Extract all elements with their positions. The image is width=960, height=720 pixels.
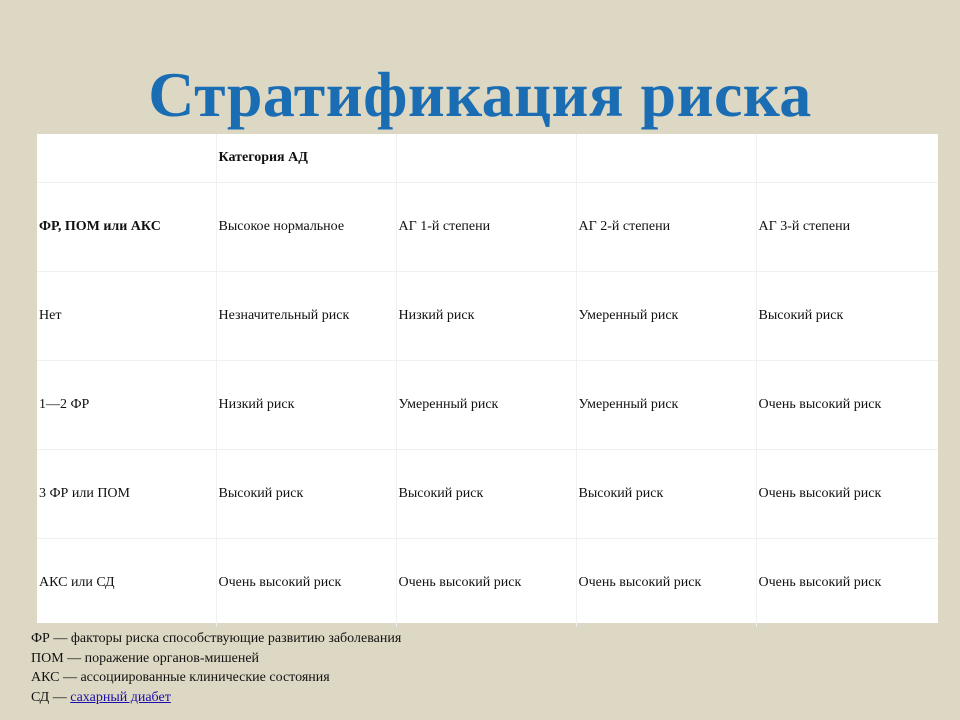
table-cell-empty <box>396 134 576 183</box>
table-cell: Очень высокий риск <box>216 539 396 628</box>
table-cell: 1—2 ФР <box>37 361 216 450</box>
abbreviation-notes <box>31 629 401 707</box>
table-cell-empty <box>576 134 756 183</box>
note-line: АКС — ассоциированные клинические состояния <box>31 670 330 685</box>
table-cell-empty <box>37 134 216 183</box>
table-cell: Очень высокий риск <box>756 361 938 450</box>
table-row <box>37 272 938 361</box>
table-cell: АКС или СД <box>37 539 216 628</box>
diabetes-link[interactable]: сахарный диабет <box>70 689 171 705</box>
table-header-row <box>37 183 938 272</box>
table-cell: Умеренный риск <box>576 361 756 450</box>
column-header: АГ 3-й степени <box>756 183 938 272</box>
risk-table <box>37 134 938 623</box>
table-cell: Высокий риск <box>216 450 396 539</box>
table-row <box>37 361 938 450</box>
table-cell: Умеренный риск <box>396 361 576 450</box>
note-line: ФР — факторы риска способствующие развитию заболевания <box>31 631 402 646</box>
page-title: Стратификация риска <box>148 59 812 130</box>
category-header: Категория АД <box>216 134 396 183</box>
table-cell: Очень высокий риск <box>756 450 938 539</box>
table-cell: Высокий риск <box>396 450 576 539</box>
table-cell: Низкий риск <box>396 272 576 361</box>
table-row <box>37 450 938 539</box>
table-cell: Очень высокий риск <box>576 539 756 628</box>
column-header: ФР, ПОМ или АКС <box>37 183 216 272</box>
table-cell: 3 ФР или ПОМ <box>37 450 216 539</box>
table-cell: Высокий риск <box>756 272 938 361</box>
column-header: АГ 1-й степени <box>396 183 576 272</box>
table-cell-empty <box>756 134 938 183</box>
table-cell: Умеренный риск <box>576 272 756 361</box>
table-cell: Очень высокий риск <box>396 539 576 628</box>
column-header: Высокое нормальное <box>216 183 396 272</box>
column-header: АГ 2-й степени <box>576 183 756 272</box>
table-category-row <box>37 134 938 183</box>
note-prefix: СД — <box>31 689 71 705</box>
note-line <box>31 688 401 708</box>
table-row <box>37 539 938 628</box>
table-cell: Низкий риск <box>216 361 396 450</box>
table-cell: Высокий риск <box>576 450 756 539</box>
table-cell: Очень высокий риск <box>758 575 882 590</box>
table-cell: Незначительный риск <box>216 272 396 361</box>
table-cell: Нет <box>37 272 216 361</box>
note-line: ПОМ — поражение органов-мишеней <box>31 650 260 666</box>
